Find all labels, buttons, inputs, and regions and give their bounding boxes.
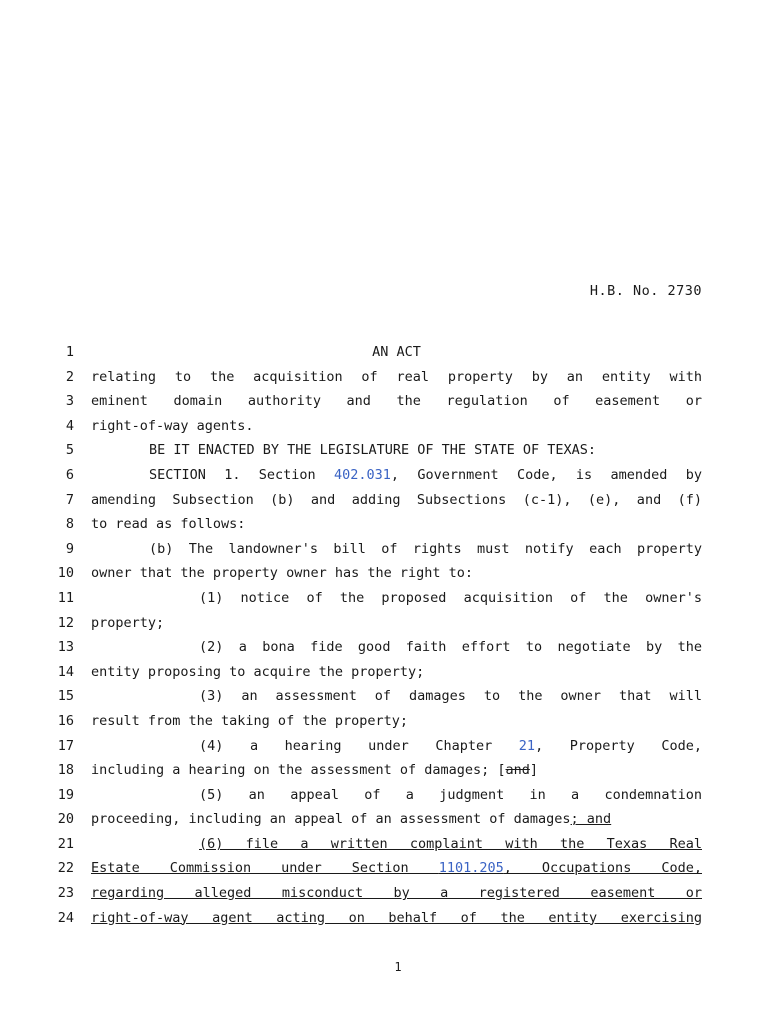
line-text: (3) an assessment of damages to the owner that will	[199, 688, 702, 705]
page-number: 1	[394, 960, 402, 974]
line-21	[0, 834, 770, 859]
line-18	[0, 760, 770, 785]
line-text: owner that the property owner has the right to:	[91, 565, 474, 582]
line-15	[0, 686, 770, 711]
inserted-text-line: regarding alleged misconduct by a registered easement or	[91, 885, 702, 902]
enacting-clause: BE IT ENACTED BY THE LEGISLATURE OF THE STATE OF TEXAS:	[149, 442, 597, 459]
line-10	[0, 563, 770, 588]
inserted-text: ; and	[570, 811, 612, 828]
line-4	[0, 416, 770, 441]
line-number: 9	[65, 540, 74, 557]
line-text	[91, 809, 702, 829]
line-17	[0, 736, 770, 761]
line-22	[0, 858, 770, 883]
text-segment: , Government Code, is amended by	[390, 466, 702, 483]
line-number: 15	[57, 688, 74, 705]
line-number: 10	[57, 565, 74, 582]
line-number: 2	[65, 368, 74, 385]
bill-number: H.B. No. 2730	[589, 283, 702, 299]
line-8	[0, 514, 770, 539]
line-text: amending Subsection (b) and adding Subsections (c-1), (e), and (f)	[91, 491, 702, 508]
text-segment: , Occupations Code,	[503, 860, 702, 877]
line-number: 24	[57, 909, 74, 926]
line-number: 19	[57, 786, 74, 803]
line-23	[0, 883, 770, 908]
line-9	[0, 539, 770, 564]
line-text	[91, 736, 702, 756]
line-text: relating to the acquisition of real property by an entity with	[91, 368, 702, 385]
line-number: 22	[57, 860, 74, 877]
line-16	[0, 711, 770, 736]
line-number: 8	[65, 516, 74, 533]
text-segment: including a hearing on the assessment of damages; [	[91, 762, 506, 779]
line-3	[0, 391, 770, 416]
line-text	[91, 760, 702, 780]
bill-text-body	[0, 342, 770, 932]
line-5	[0, 440, 770, 465]
line-20	[0, 809, 770, 834]
line-2	[0, 367, 770, 392]
text-segment: ]	[529, 762, 539, 779]
statute-link[interactable]: 402.031	[334, 466, 391, 483]
line-text: (1) notice of the proposed acquisition of the owner's	[199, 589, 702, 606]
text-segment: , Property Code,	[535, 737, 702, 754]
line-11	[0, 588, 770, 613]
line-number: 7	[65, 491, 74, 508]
line-19	[0, 785, 770, 810]
line-number: 20	[57, 811, 74, 828]
line-text: to read as follows:	[91, 516, 246, 533]
line-text: (2) a bona fide good faith effort to negotiate by the	[199, 639, 702, 656]
deleted-text: and	[505, 762, 530, 779]
line-number: 17	[57, 737, 74, 754]
text-segment: proceeding, including an appeal of an assessment of damages	[91, 811, 571, 828]
line-number: 12	[57, 614, 74, 631]
line-text: (5) an appeal of a judgment in a condemnation	[199, 786, 702, 803]
line-text: entity proposing to acquire the property;	[91, 663, 425, 680]
text-segment: SECTION 1. Section	[149, 466, 335, 483]
line-number: 4	[65, 417, 74, 434]
line-14	[0, 662, 770, 687]
line-text: right-of-way agents.	[91, 417, 254, 434]
inserted-text-line	[91, 834, 702, 854]
line-number: 6	[65, 466, 74, 483]
line-number: 23	[57, 885, 74, 902]
text-segment: (4) a hearing under Chapter	[199, 737, 519, 754]
line-text: result from the taking of the property;	[91, 712, 408, 729]
line-number: 5	[65, 442, 74, 459]
line-number: 3	[65, 393, 74, 410]
line-number: 16	[57, 712, 74, 729]
line-7	[0, 490, 770, 515]
line-text: eminent domain authority and the regulation of easement or	[91, 393, 702, 410]
line-text: property;	[91, 614, 165, 631]
text-segment: (6) file a written complaint with the Texas Real	[199, 835, 702, 852]
line-13	[0, 637, 770, 662]
line-number: 21	[57, 835, 74, 852]
line-text	[91, 465, 702, 485]
statute-link[interactable]: 21	[518, 737, 536, 754]
line-number: 13	[57, 639, 74, 656]
line-6	[0, 465, 770, 490]
inserted-text-line: right-of-way agent acting on behalf of the entity exercising	[91, 909, 702, 926]
text-segment: Estate Commission under Section	[91, 860, 439, 877]
line-number: 14	[57, 663, 74, 680]
inserted-text-line	[91, 858, 702, 878]
line-number: 18	[57, 762, 74, 779]
statute-link[interactable]: 1101.205	[438, 860, 504, 877]
line-number: 1	[65, 344, 74, 360]
line-number: 11	[57, 589, 74, 606]
line-12	[0, 613, 770, 638]
line-24	[0, 908, 770, 933]
act-title: AN ACT	[372, 344, 421, 360]
line-text: (b) The landowner's bill of rights must notify each property	[149, 540, 702, 557]
line-1	[0, 342, 770, 367]
